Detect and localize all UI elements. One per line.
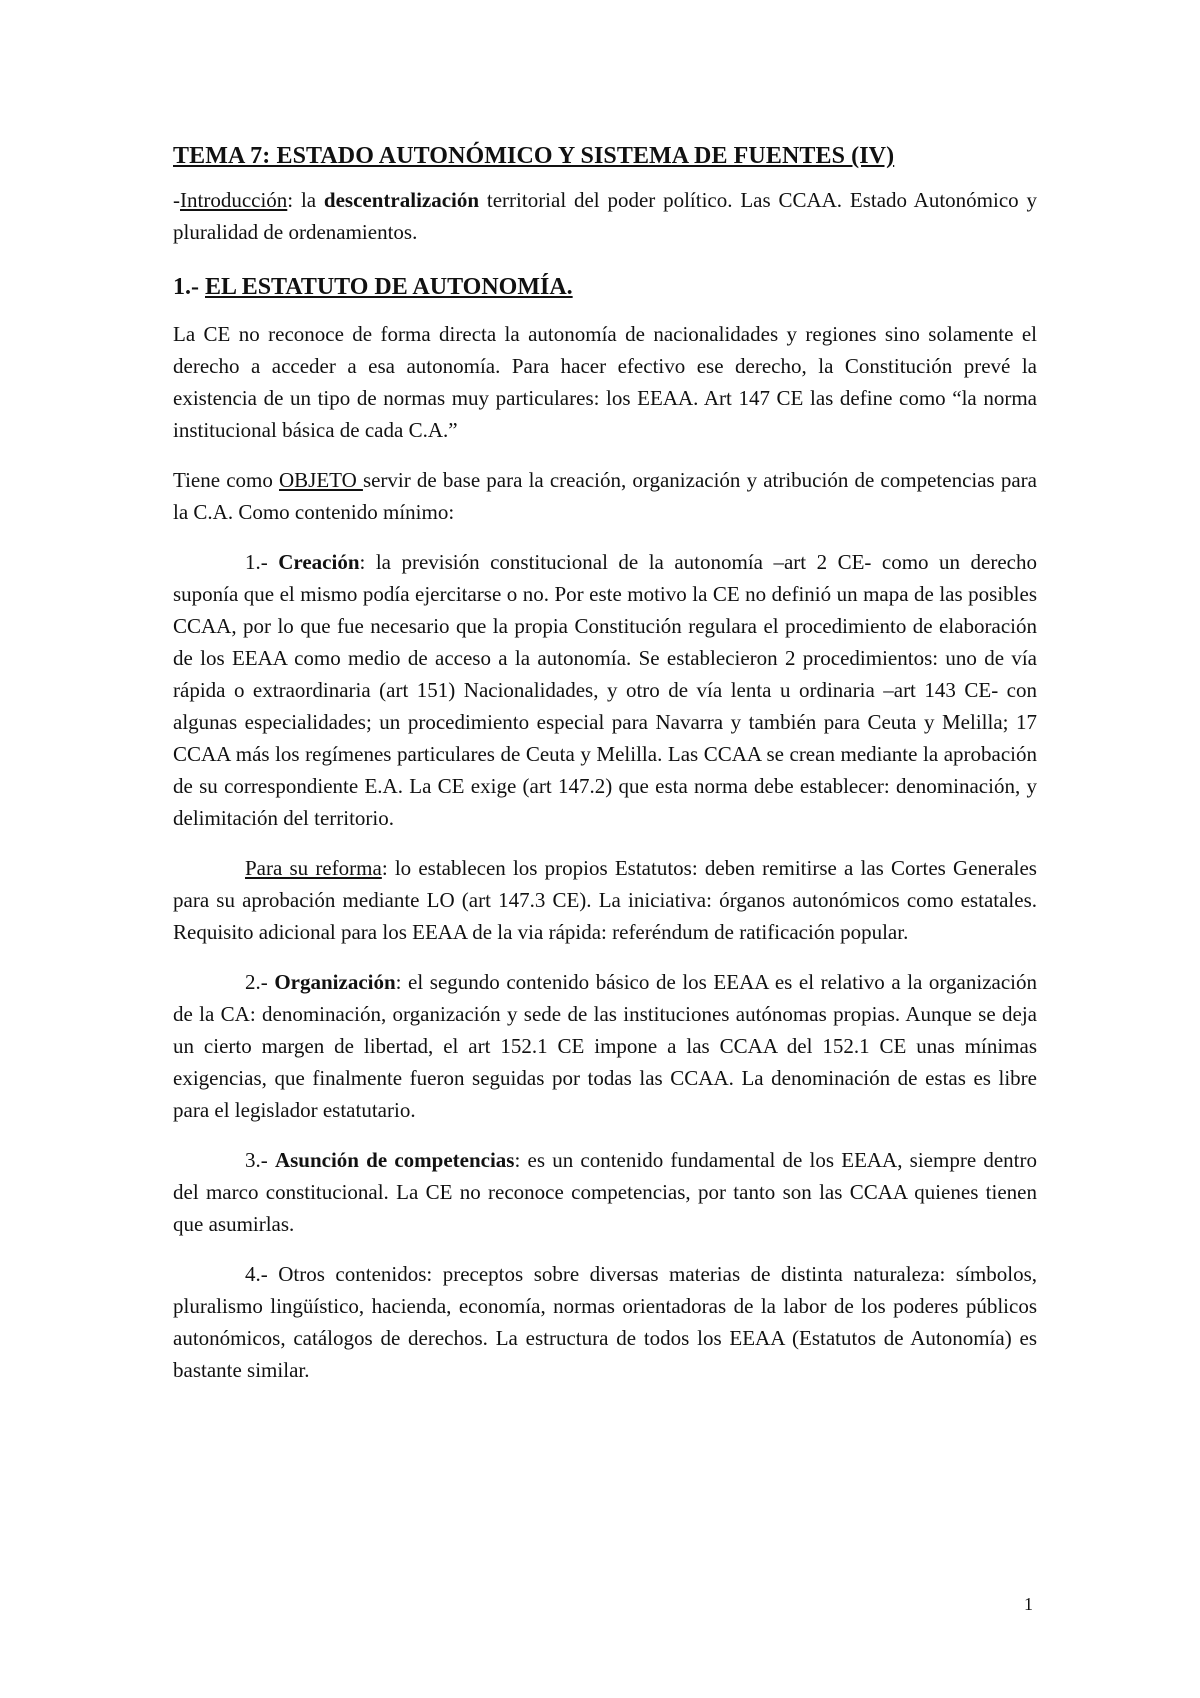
item-organizacion [173, 966, 1037, 1126]
document-body [173, 140, 1037, 1404]
item-competencias-text: : es un contenido fundamental de los EEAA, siempre dentro del marco constitucional. La CE no reconoce competencias, por tanto son las CCAA quienes tienen que asumirlas. [173, 1148, 1037, 1236]
section-title: EL ESTATUTO DE AUTONOMÍA. [205, 274, 573, 300]
intro-bold-term: descentralización [323, 188, 480, 212]
reforma-label: Para su reforma [245, 856, 382, 880]
objeto-label: OBJETO [279, 468, 363, 492]
paragraph-reforma [173, 852, 1037, 948]
intro-text-b: territorial del poder político. Las CCAA. Estado Autonómico y pluralidad de ordenamientos. [173, 188, 1037, 244]
page-number: 1 [1024, 1594, 1033, 1614]
item-organizacion-number: 2.- [245, 970, 275, 994]
item-creacion-term: Creación [278, 550, 360, 574]
section-number: 1.- [173, 274, 205, 300]
section-heading [173, 270, 1037, 304]
paragraph-definition: La CE no reconoce de forma directa la autonomía de nacionalidades y regiones sino solamente el derecho a acceder a esa autonomía. Para hacer efectivo ese derecho, la Constitución prevé la existencia de un tipo de normas muy particulares: los EEAA. Art 147 CE las define como “la norma institucional básica de cada C.A.” [173, 322, 1037, 442]
objeto-text-a: Tiene como [173, 468, 279, 492]
item-competencias-term: Asunción de competencias [274, 1148, 515, 1172]
intro-paragraph [173, 184, 1037, 248]
item-organizacion-text: : el segundo contenido básico de los EEAA es el relativo a la organización de la CA: denominación, organización y sede de las instituciones autónomas propias. Aunque se deja un cierto margen de libertad, el art 152.1 CE impone a las CCAA del 152.1 CE unas mínimas exigencias, que finalmente fueron seguidas por todas las CCAA. La denominación de estas es libre para el legislador estatutario. [173, 970, 1037, 1122]
intro-dash: - [173, 188, 180, 212]
intro-text-a: : la [287, 188, 324, 212]
item-competencias-number: 3.- [245, 1148, 275, 1172]
item-creacion-text: : la previsión constitucional de la autonomía –art 2 CE- como un derecho suponía que el mismo podía ejercitarse o no. Por este motivo la CE no definió un mapa de las posibles CCAA, por lo que fue necesario que la propia Constitución regulara el procedimiento de elaboración de los EEAA como medio de acceso a la autonomía. Se establecieron 2 procedimientos: uno de vía rápida o extraordinaria (art 151) Nacionalidades, y otro de vía lenta u ordinaria –art 143 CE- con algunas especialidades; un procedimiento especial para Navarra y también para Ceuta y Melilla; 17 CCAA más los regímenes particulares de Ceuta y Melilla. Las CCAA se crean mediante la aprobación de su correspondiente E.A. La CE exige (art 147.2) que esta norma debe establecer: denominación, y delimitación del territorio. [173, 550, 1037, 830]
reforma-text: : lo establecen los propios Estatutos: deben remitirse a las Cortes Generales para su aprobación mediante LO (art 147.3 CE). La iniciativa: órganos autonómicos como estatales. Requisito adicional para los EEAA de la via rápida: referéndum de ratificación popular. [173, 856, 1037, 944]
item-creacion [173, 546, 1037, 834]
item-organizacion-term: Organización [274, 970, 396, 994]
paragraph-objeto [173, 464, 1037, 528]
item-otros: 4.- Otros contenidos: preceptos sobre diversas materias de distinta naturaleza: símbolos, pluralismo lingüístico, hacienda, economía, normas orientadoras de la labor de los poderes públicos autonómicos, catálogos de derechos. La estructura de todos los EEAA (Estatutos de Autonomía) es bastante similar. [173, 1262, 1037, 1382]
objeto-text-b: servir de base para la creación, organización y atribución de competencias para la C.A. Como contenido mínimo: [173, 468, 1037, 524]
item-competencias [173, 1144, 1037, 1240]
intro-label: Introducción [180, 188, 288, 212]
item-creacion-number: 1.- [245, 550, 279, 574]
document-title: TEMA 7: ESTADO AUTONÓMICO Y SISTEMA DE FUENTES (IV) [173, 143, 895, 169]
